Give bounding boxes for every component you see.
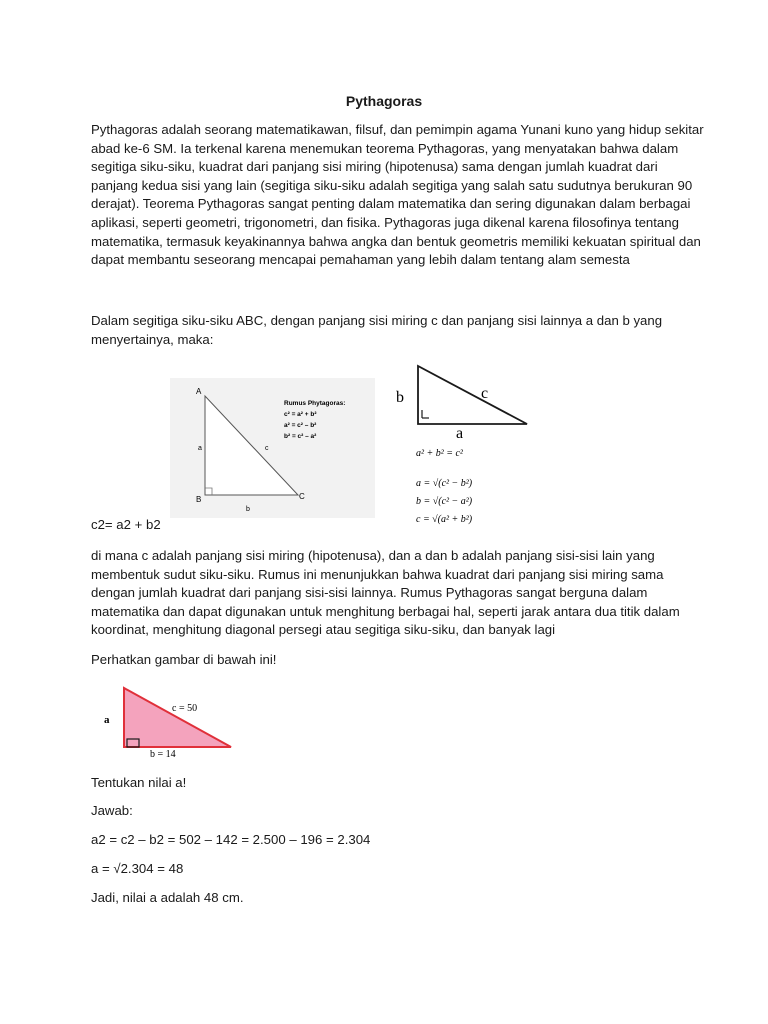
formula-line: b² = c² – a² (284, 433, 317, 440)
side-a-label: a (104, 714, 110, 726)
intro-line: panjang kedua sisi yang lain (segitiga siku-siku adalah segitiga yang salah satu sudutnya berukuran 90 (91, 177, 693, 193)
side-c-label: c (481, 385, 489, 402)
side-b-label: b (396, 389, 404, 406)
derived-formula-c: c = √(a² + b²) (416, 514, 473, 525)
derived-formula-a: a = √(c² − b²) (416, 478, 473, 489)
abc-line: menyertainya, maka: (91, 331, 214, 347)
intro-line: segitiga siku-siku, kuadrat dari panjang sisi miring (hipotenusa) sama dengan jumlah kuadrat dari (91, 159, 658, 175)
calculation-line: a2 = c2 – b2 = 502 – 142 = 2.500 – 196 = 2.304 (91, 832, 371, 847)
vertex-a-label: A (196, 387, 202, 396)
side-a-label: a (456, 425, 464, 442)
intro-line: aplikasi, seperti geometri, trigonometri, dan fisika. Pythagoras juga dikenal karena filosofinya tentang (91, 214, 679, 230)
triangle-abc-figure (170, 378, 375, 518)
conclusion-text: Jadi, nilai a adalah 48 cm. (91, 890, 244, 905)
side-a-label: a (198, 445, 202, 452)
vertex-c-label: C (299, 492, 305, 501)
formula-line: c² = a² + b² (284, 411, 317, 418)
pythagoras-equation: a² + b² = c² (416, 448, 463, 459)
side-c-label: c = 50 (172, 703, 198, 714)
intro-line: matematika, termasuk keyakinannya bahwa angka dan bentuk geometris memiliki kekuatan spiritual dan (91, 233, 701, 249)
explain-line: membentuk sudut siku-siku. Rumus ini menunjukkan bahwa kuadrat dari panjang sisi miring sama (91, 566, 664, 582)
vertex-b-label: B (196, 495, 202, 504)
formula-title: Rumus Phytagoras: (284, 400, 346, 407)
triangle-shape (418, 366, 527, 424)
pink-triangle-figure (98, 683, 238, 763)
abc-paragraph (91, 312, 691, 349)
formula-line: a² = c² – b² (284, 422, 317, 429)
explain-line: matematika dan dapat digunakan untuk menghitung berbagai hal, seperti jarak antara dua titik dalam (91, 603, 680, 619)
abc-line: Dalam segitiga siku-siku ABC, dengan panjang sisi miring c dan panjang sisi lainnya a dan b yang (91, 313, 663, 328)
question-text: Tentukan nilai a! (91, 775, 187, 790)
calculation-line: a = √2.304 = 48 (91, 861, 184, 876)
intro-line: Pythagoras adalah seorang matematikawan, filsuf, dan pemimpin agama Yunani kuno yang hidup sekitar (91, 122, 704, 137)
formula-text: c2= a2 + b2 (91, 517, 161, 532)
triangle-shape (124, 688, 231, 747)
answer-label: Jawab: (91, 803, 133, 818)
explain-line: dengan jumlah kuadrat dari panjang sisi-sisi lainnya. Rumus Pythagoras sangat berguna dalam (91, 585, 648, 601)
intro-line: abad ke-6 SM. Ia terkenal karena menemukan teorema Pythagoras, yang menyatakan bahwa dalam (91, 140, 679, 156)
intro-line: derajat). Teorema Pythagoras sangat penting dalam matematika dan sering digunakan dalam berbagai (91, 196, 691, 212)
intro-paragraph (91, 121, 704, 270)
observe-instruction: Perhatkan gambar di bawah ini! (91, 652, 277, 667)
derived-formula-b: b = √(c² − a²) (416, 496, 473, 507)
side-b-label: b (246, 506, 250, 513)
side-b-label: b = 14 (150, 749, 176, 760)
explain-line: koordinat, menghitung diagonal persegi atau segitiga siku-siku, dan banyak lagi (91, 622, 556, 638)
explanation-paragraph (91, 547, 691, 640)
page-title: Pythagoras (345, 93, 423, 109)
triangle-formula-figure (392, 360, 537, 528)
side-c-label: c (265, 445, 269, 452)
explain-line: di mana c adalah panjang sisi miring (hipotenusa), dan a dan b adalah panjang sisi-sisi lain yang (91, 548, 655, 563)
intro-line: dapat membantu seseorang mencapai pemahaman yang lebih dalam tentang alam semesta (91, 252, 630, 268)
